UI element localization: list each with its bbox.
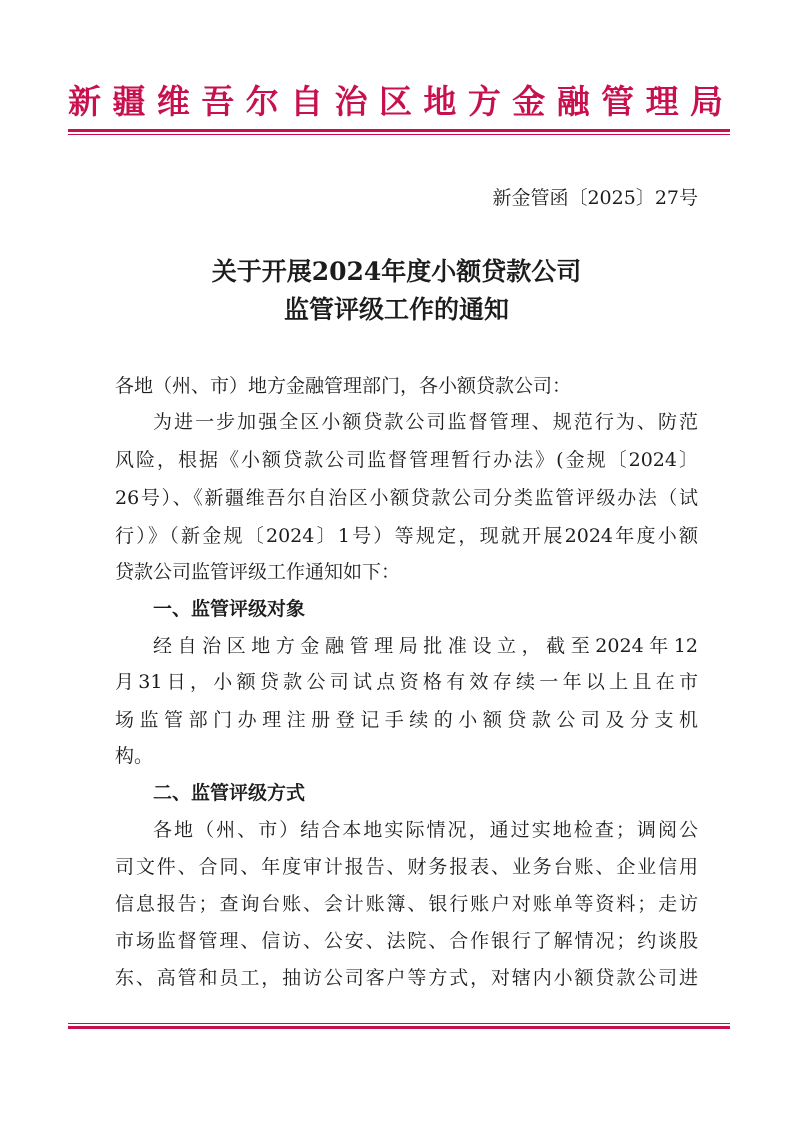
section-heading-2: 二、监管评级方式 — [153, 782, 306, 804]
document-title-line-1: 关于开展2024年度小额贷款公司 — [211, 257, 582, 286]
body-line: 26号）、《新疆维吾尔自治区小额贷款公司分类监管评级办法（试 — [115, 487, 698, 509]
body-line: 各地（州、市）结合本地实际情况，通过实地检查；调阅公 — [153, 819, 698, 841]
body-line: 贷款公司监管评级工作通知如下： — [115, 561, 401, 583]
body-line: 构。 — [115, 745, 154, 767]
footer-rule-thin — [68, 1023, 730, 1024]
letterhead-rule-thick — [68, 129, 730, 132]
body-line: 行）》（新金规〔2024〕1号）等规定，现就开展2024年度小额 — [115, 525, 698, 547]
body-line: 信息报告；查询台账、会计账簿、银行账户对账单等资料；走访 — [115, 893, 698, 915]
body-line: 风险，根据《小额贷款公司监督管理暂行办法》(金规〔2024〕 — [115, 449, 698, 471]
body-line: 司文件、合同、年度审计报告、财务报表、业务台账、企业信用 — [115, 856, 698, 878]
body-line: 场监管部门办理注册登记手续的小额贷款公司及分支机 — [115, 709, 698, 731]
body-line: 月31日，小额贷款公司试点资格有效存续一年以上且在市 — [115, 671, 698, 693]
body-line: 经自治区地方金融管理局批准设立，截至2024年12 — [153, 635, 698, 657]
body-line: 市场监督管理、信访、公安、法院、合作银行了解情况；约谈股 — [115, 930, 698, 952]
body-line: 为进一步加强全区小额贷款公司监督管理、规范行为、防范 — [153, 411, 698, 433]
salutation: 各地（州、市）地方金融管理部门，各小额贷款公司： — [115, 375, 572, 397]
document-title-line-2: 监管评级工作的通知 — [283, 295, 509, 324]
body-line: 东、高管和员工，抽访公司客户等方式，对辖内小额贷款公司进 — [115, 967, 698, 989]
document-number: 新金管函〔2025〕27号 — [492, 187, 698, 209]
letterhead-rule-thin — [68, 134, 730, 135]
section-heading-1: 一、监管评级对象 — [153, 598, 306, 620]
footer-rule-thick — [68, 1026, 730, 1029]
agency-letterhead: 新疆维吾尔自治区地方金融管理局 — [68, 82, 728, 121]
